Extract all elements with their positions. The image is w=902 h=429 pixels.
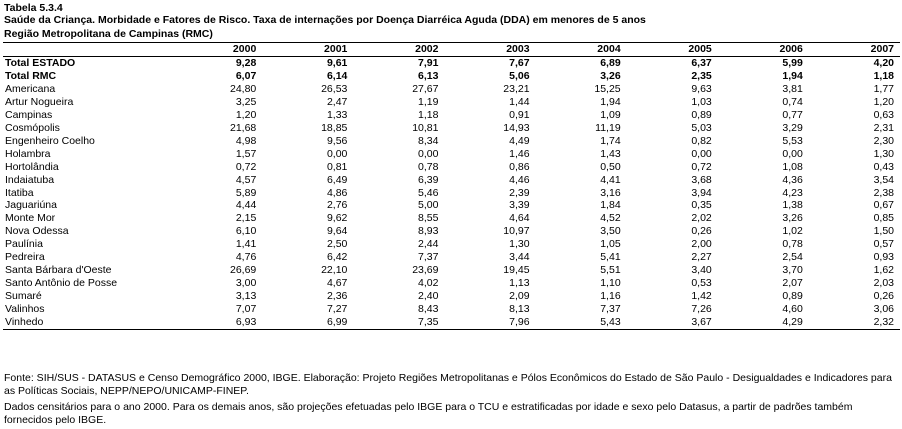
value-cell: 9,56 — [326, 134, 348, 147]
value-cell: 4,60 — [782, 303, 803, 316]
row-label: Monte Mor — [5, 212, 56, 225]
header-row — [3, 43, 900, 57]
table-row — [3, 174, 900, 187]
value-cell: 1,94 — [782, 69, 803, 82]
table-row — [3, 277, 900, 290]
value-cell: 0,00 — [418, 147, 439, 160]
value-cell: 26,69 — [230, 264, 257, 277]
value-cell: 2,03 — [873, 277, 894, 290]
table-row — [3, 238, 900, 251]
value-cell: 2,31 — [873, 121, 894, 134]
value-cell: 3,44 — [509, 251, 530, 264]
value-cell: 4,44 — [235, 199, 257, 212]
year-header: 2001 — [262, 43, 353, 57]
value-cell: 3,68 — [691, 173, 712, 186]
table-title: Saúde da Criança. Morbidade e Fatores de Risco. Taxa de internações por Doença Diarréica Aguda (DDA) em menores de 5 anos — [4, 14, 646, 26]
value-cell: 0,74 — [782, 95, 803, 108]
table-row — [3, 161, 900, 174]
value-cell: 6,07 — [235, 69, 257, 82]
value-cell: 6,49 — [326, 173, 348, 186]
value-cell: 0,78 — [418, 160, 439, 173]
table-row — [3, 303, 900, 316]
value-cell: 8,34 — [418, 134, 439, 147]
row-label: Santa Bárbara d'Oeste — [5, 264, 112, 277]
value-cell: 6,89 — [600, 57, 621, 69]
value-cell: 3,29 — [782, 121, 803, 134]
value-cell: 1,03 — [691, 95, 712, 108]
row-label: Americana — [5, 82, 56, 95]
value-cell: 4,46 — [509, 173, 530, 186]
value-cell: 4,41 — [600, 173, 621, 186]
value-cell: 5,03 — [691, 121, 712, 134]
value-cell: 1,30 — [873, 147, 894, 160]
row-label: Nova Odessa — [5, 225, 69, 238]
value-cell: 0,53 — [691, 277, 712, 290]
value-cell: 1,05 — [600, 238, 621, 251]
value-cell: 0,67 — [873, 199, 894, 212]
value-cell: 4,64 — [509, 212, 530, 225]
value-cell: 3,25 — [235, 95, 257, 108]
value-cell: 1,20 — [235, 108, 257, 121]
year-header: 2002 — [353, 43, 444, 57]
value-cell: 3,06 — [873, 303, 894, 316]
value-cell: 1,84 — [600, 199, 621, 212]
row-label: Pedreira — [5, 251, 45, 264]
year-header: 2000 — [171, 43, 262, 57]
value-cell: 21,68 — [230, 121, 257, 134]
value-cell: 5,53 — [782, 134, 803, 147]
total-row — [3, 70, 900, 83]
value-cell: 2,36 — [326, 290, 348, 303]
value-cell: 9,28 — [235, 57, 257, 69]
value-cell: 1,08 — [782, 160, 803, 173]
value-cell: 6,13 — [418, 69, 439, 82]
year-header: 2005 — [627, 43, 718, 57]
value-cell: 4,67 — [326, 277, 348, 290]
value-cell: 2,27 — [691, 251, 712, 264]
value-cell: 5,00 — [418, 199, 439, 212]
row-label: Jaguariúna — [5, 199, 57, 212]
value-cell: 0,00 — [691, 147, 712, 160]
value-cell: 0,78 — [782, 238, 803, 251]
value-cell: 3,26 — [782, 212, 803, 225]
value-cell: 7,96 — [444, 316, 535, 329]
value-cell: 23,69 — [412, 264, 439, 277]
value-cell: 0,35 — [691, 199, 712, 212]
value-cell: 3,13 — [235, 290, 257, 303]
value-cell: 1,13 — [509, 277, 530, 290]
value-cell: 0,77 — [782, 108, 803, 121]
value-cell: 5,06 — [509, 69, 530, 82]
value-cell: 2,40 — [418, 290, 439, 303]
value-cell: 5,41 — [600, 251, 621, 264]
value-cell: 2,32 — [809, 316, 900, 329]
value-cell: 4,29 — [718, 316, 809, 329]
row-label: Vinhedo — [3, 316, 171, 329]
value-cell: 0,89 — [691, 108, 712, 121]
value-cell: 6,37 — [691, 57, 712, 69]
value-cell: 9,62 — [326, 212, 348, 225]
value-cell: 4,23 — [782, 186, 803, 199]
value-cell: 3,40 — [691, 264, 712, 277]
year-header: 2006 — [718, 43, 809, 57]
value-cell: 3,81 — [782, 82, 803, 95]
value-cell: 4,52 — [600, 212, 621, 225]
value-cell: 7,37 — [418, 251, 439, 264]
row-label: Artur Nogueira — [5, 95, 74, 108]
value-cell: 9,64 — [326, 225, 348, 238]
value-cell: 1,30 — [509, 238, 530, 251]
value-cell: 1,50 — [873, 225, 894, 238]
value-cell: 3,94 — [691, 186, 712, 199]
value-cell: 7,91 — [418, 57, 439, 69]
value-cell: 4,36 — [782, 173, 803, 186]
value-cell: 2,09 — [509, 290, 530, 303]
year-header: 2003 — [444, 43, 535, 57]
table-row — [3, 83, 900, 96]
value-cell: 4,49 — [509, 134, 530, 147]
value-cell: 6,42 — [326, 251, 348, 264]
value-cell: 1,41 — [235, 238, 257, 251]
value-cell: 8,93 — [418, 225, 439, 238]
value-cell: 0,72 — [235, 160, 257, 173]
table-row — [3, 122, 900, 135]
value-cell: 1,02 — [782, 225, 803, 238]
corner-header — [3, 43, 171, 57]
row-label: Holambra — [5, 147, 51, 160]
value-cell: 10,97 — [503, 225, 530, 238]
value-cell: 5,99 — [782, 57, 803, 69]
value-cell: 0,50 — [600, 160, 621, 173]
value-cell: 1,44 — [509, 95, 530, 108]
row-label: Campinas — [5, 108, 53, 121]
value-cell: 2,47 — [326, 95, 348, 108]
value-cell: 1,62 — [873, 264, 894, 277]
value-cell: 0,00 — [326, 147, 348, 160]
value-cell: 27,67 — [412, 82, 439, 95]
value-cell: 3,50 — [600, 225, 621, 238]
value-cell: 0,89 — [782, 290, 803, 303]
value-cell: 0,72 — [691, 160, 712, 173]
value-cell: 1,09 — [600, 108, 621, 121]
value-cell: 4,98 — [235, 134, 257, 147]
data-table — [3, 42, 900, 330]
value-cell: 18,85 — [321, 121, 348, 134]
table-body — [3, 57, 900, 330]
value-cell: 4,02 — [418, 277, 439, 290]
value-cell: 2,00 — [691, 238, 712, 251]
table-row — [3, 135, 900, 148]
value-cell: 0,86 — [509, 160, 530, 173]
value-cell: 1,20 — [873, 95, 894, 108]
value-cell: 1,43 — [600, 147, 621, 160]
value-cell: 4,20 — [873, 57, 894, 69]
value-cell: 7,35 — [353, 316, 444, 329]
row-label: Valinhos — [5, 303, 45, 316]
row-label: Engenheiro Coelho — [5, 134, 95, 147]
row-label: Total ESTADO — [5, 57, 76, 69]
value-cell: 6,10 — [235, 225, 257, 238]
value-cell: 4,86 — [326, 186, 348, 199]
year-header: 2004 — [536, 43, 627, 57]
row-label: Paulínia — [5, 238, 43, 251]
table-row — [3, 148, 900, 161]
value-cell: 2,15 — [235, 212, 257, 225]
value-cell: 1,33 — [326, 108, 348, 121]
value-cell: 1,38 — [782, 199, 803, 212]
value-cell: 1,19 — [418, 95, 439, 108]
value-cell: 3,67 — [627, 316, 718, 329]
value-cell: 0,81 — [326, 160, 348, 173]
table-number: Tabela 5.3.4 — [4, 2, 63, 14]
row-label: Total RMC — [5, 69, 57, 82]
value-cell: 2,54 — [782, 251, 803, 264]
table-row — [3, 316, 900, 329]
value-cell: 7,67 — [509, 57, 530, 69]
value-cell: 7,07 — [235, 303, 257, 316]
table-row — [3, 251, 900, 264]
value-cell: 7,27 — [326, 303, 348, 316]
value-cell: 3,70 — [782, 264, 803, 277]
value-cell: 0,93 — [873, 251, 894, 264]
value-cell: 2,39 — [509, 186, 530, 199]
value-cell: 0,00 — [782, 147, 803, 160]
table-row — [3, 96, 900, 109]
value-cell: 26,53 — [321, 82, 348, 95]
value-cell: 3,39 — [509, 199, 530, 212]
value-cell: 24,80 — [230, 82, 257, 95]
value-cell: 1,94 — [600, 95, 621, 108]
data-note: Dados censitários para o ano 2000. Para os demais anos, são projeções efetuadas pelo IBGE para o TCU e estratificadas por idade e sexo pelo Datasus, a partir de padrões também fornecidos pelo IBGE. — [4, 401, 853, 426]
value-cell: 2,35 — [691, 69, 712, 82]
value-cell: 5,89 — [235, 186, 257, 199]
value-cell: 8,55 — [418, 212, 439, 225]
value-cell: 4,57 — [235, 173, 257, 186]
value-cell: 2,02 — [691, 212, 712, 225]
value-cell: 7,26 — [691, 303, 712, 316]
table-row — [3, 290, 900, 303]
value-cell: 2,76 — [326, 199, 348, 212]
value-cell: 0,82 — [691, 134, 712, 147]
value-cell: 3,26 — [600, 69, 621, 82]
value-cell: 2,50 — [326, 238, 348, 251]
table-row — [3, 109, 900, 122]
value-cell: 1,10 — [600, 277, 621, 290]
value-cell: 6,39 — [418, 173, 439, 186]
table-subtitle: Região Metropolitana de Campinas (RMC) — [4, 28, 213, 40]
row-label: Santo Antônio de Posse — [5, 277, 118, 290]
value-cell: 0,26 — [691, 225, 712, 238]
table-row — [3, 225, 900, 238]
value-cell: 8,13 — [509, 303, 530, 316]
value-cell: 23,21 — [503, 82, 530, 95]
total-row — [3, 57, 900, 70]
value-cell: 4,76 — [235, 251, 257, 264]
value-cell: 1,46 — [509, 147, 530, 160]
value-cell: 0,43 — [873, 160, 894, 173]
value-cell: 3,16 — [600, 186, 621, 199]
source-note: Fonte: SIH/SUS - DATASUS e Censo Demográfico 2000, IBGE. Elaboração: Projeto Regiões Metropolitanas e Pólos Econômicos do Estado de São Paulo - Desigualdades e Indicadores para as Políticas Sociais, NEPP/NEPO/UNICAMP-FINEP. — [4, 372, 892, 397]
value-cell: 5,51 — [600, 264, 621, 277]
value-cell: 1,74 — [600, 134, 621, 147]
row-label: Itatiba — [5, 186, 34, 199]
value-cell: 8,43 — [418, 303, 439, 316]
value-cell: 9,63 — [691, 82, 712, 95]
value-cell: 1,18 — [418, 108, 439, 121]
value-cell: 2,44 — [418, 238, 439, 251]
value-cell: 1,16 — [600, 290, 621, 303]
value-cell: 22,10 — [321, 264, 348, 277]
value-cell: 1,18 — [873, 69, 894, 82]
value-cell: 1,57 — [235, 147, 257, 160]
value-cell: 15,25 — [594, 82, 621, 95]
value-cell: 3,00 — [235, 277, 257, 290]
value-cell: 7,37 — [600, 303, 621, 316]
value-cell: 5,46 — [418, 186, 439, 199]
value-cell: 1,77 — [873, 82, 894, 95]
value-cell: 6,14 — [326, 69, 348, 82]
table-row — [3, 264, 900, 277]
value-cell: 5,43 — [536, 316, 627, 329]
value-cell: 3,54 — [873, 173, 894, 186]
value-cell: 2,30 — [873, 134, 894, 147]
row-label: Hortolândia — [5, 160, 59, 173]
table-row — [3, 199, 900, 212]
value-cell: 6,99 — [262, 316, 353, 329]
table-row — [3, 212, 900, 225]
value-cell: 19,45 — [503, 264, 530, 277]
value-cell: 0,91 — [509, 108, 530, 121]
table-row — [3, 187, 900, 200]
value-cell: 9,61 — [326, 57, 348, 69]
value-cell: 0,63 — [873, 108, 894, 121]
value-cell: 0,85 — [873, 212, 894, 225]
row-label: Sumaré — [5, 290, 42, 303]
year-header: 2007 — [809, 43, 900, 57]
value-cell: 1,42 — [691, 290, 712, 303]
value-cell: 2,07 — [782, 277, 803, 290]
value-cell: 2,38 — [873, 186, 894, 199]
value-cell: 10,81 — [412, 121, 439, 134]
row-label: Indaiatuba — [5, 173, 55, 186]
value-cell: 14,93 — [503, 121, 530, 134]
value-cell: 6,93 — [171, 316, 262, 329]
row-label: Cosmópolis — [5, 121, 60, 134]
value-cell: 11,19 — [595, 121, 621, 134]
value-cell: 0,26 — [873, 290, 894, 303]
value-cell: 0,57 — [873, 238, 894, 251]
